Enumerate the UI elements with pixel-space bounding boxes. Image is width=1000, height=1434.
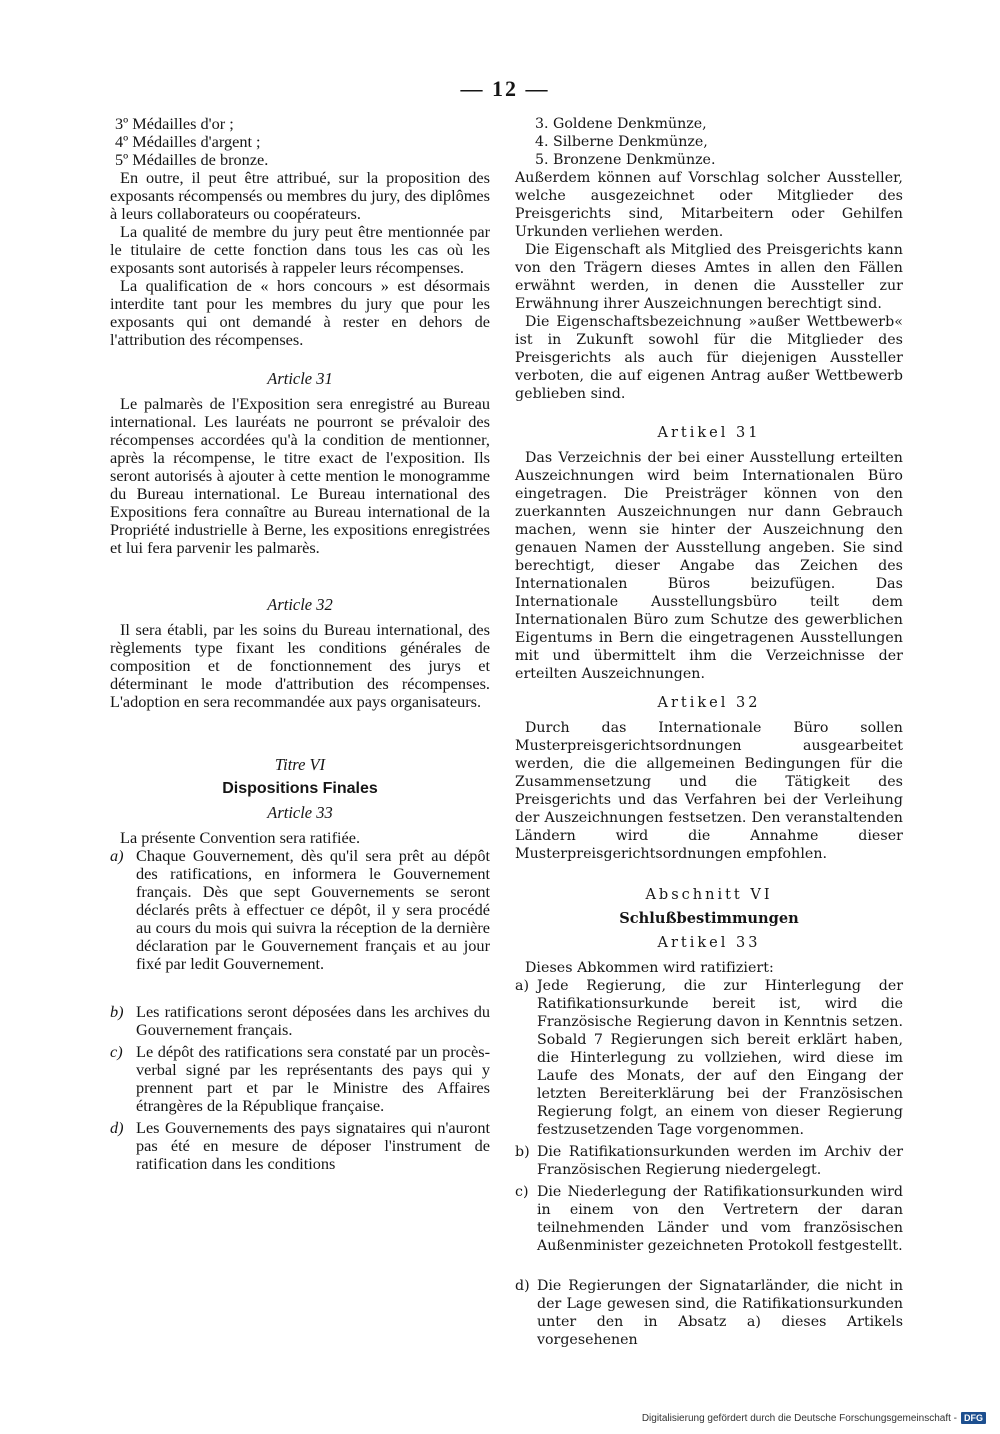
- title-heading: Titre VI: [274, 755, 326, 774]
- item-text: Les Gouvernements des pays signataires qui n'auront pas été en mesure de déposer l'instrument de ratification dans les conditions: [136, 1118, 490, 1173]
- article-32-heading: Artikel 32: [657, 695, 761, 711]
- article-33-intro: Dieses Abkommen wird ratifiziert:: [525, 960, 774, 976]
- list-item: 4. Silberne Denkmünze,: [535, 134, 708, 150]
- item-label: b): [515, 1144, 530, 1160]
- item-label: a): [515, 978, 529, 994]
- list-item: [515, 1277, 903, 1349]
- list-item: [515, 1143, 903, 1179]
- list-item: 5. Bronzene Denkmünze.: [535, 152, 716, 168]
- list-item: [515, 1183, 903, 1255]
- article-32-text: Il sera établi, par les soins du Bureau international, des règlements type fixant les conditions générales de composition et de fonctionnement des jurys et déterminant le mode d'attribution des récompenses. L'adoption en sera recommandée aux pays organisateurs.: [110, 620, 490, 711]
- article-33-heading: Artikel 33: [657, 935, 761, 951]
- item-label: b): [110, 1002, 124, 1021]
- item-text: Die Ratifikationsurkunden werden im Archiv der Französischen Regierung niedergelegt.: [537, 1144, 903, 1178]
- article-31-text: Das Verzeichnis der bei einer Ausstellung erteilten Auszeichnungen wird beim Internationalen Büro eingetragen. Die Preisträger können von den zuerkannten Auszeichnungen nur dann Gebrauch machen, wenn sie hinter der Auszeichnung den genauen Namen der Ausstellung angeben. Sie sind berechtigt, dieser Angabe das Zeichen des Internationalen Büros beizufügen. Das Internationale Ausstellungsbüro teilt dem Internationalen Büro zum Schutze des gewerblichen Eigentums in Bern die eingetragenen Ausstellungen mit und übermittelt ihm die Verzeichnisse der erteilten Auszeichnungen.: [515, 450, 903, 682]
- list-item: [110, 1003, 490, 1039]
- article-31-heading: Artikel 31: [657, 425, 761, 441]
- paragraph: La qualité de membre du jury peut être mentionnée par le titulaire de cette fonction dans tous les cas où les exposants sont autorisés à rappeler leurs récompenses.: [110, 222, 490, 277]
- item-text: Le dépôt des ratifications sera constaté par un procès-verbal signé par les représentants des pays qui y prennent part et par le Ministre des Affaires étrangères de la République française.: [136, 1042, 490, 1115]
- item-label: c): [515, 1184, 529, 1200]
- list-item: 5º Médailles de bronze.: [115, 150, 269, 169]
- page-number: — 12 —: [460, 76, 550, 101]
- paragraph: Die Eigenschaft als Mitglied des Preisgerichts kann von den Trägern dieses Amtes in allen den Fällen erwähnt werden, in denen die Aussteller zur Erwähnung ihrer Auszeichnungen berechtigt sind.: [515, 242, 903, 312]
- item-label: d): [515, 1278, 530, 1294]
- list-item: 3. Goldene Denkmünze,: [535, 116, 707, 132]
- paragraph: En outre, il peut être attribué, sur la proposition des exposants récompensés ou membres du jury, des diplômes à leurs collaborateurs ou coopérateurs.: [110, 168, 490, 223]
- item-label: d): [110, 1118, 124, 1137]
- title-heading: Abschnitt VI: [645, 887, 773, 903]
- list-item: [515, 977, 903, 1139]
- item-text: Die Niederlegung der Ratifikationsurkunden wird in einem von den Vertretern der daran teilnehmenden Länder und vom französischen Außenminister gezeichneten Protokoll festgestellt.: [537, 1184, 903, 1254]
- item-text: Chaque Gouvernement, dès qu'il sera prêt au dépôt des ratifications, en informera le Gouvernement français. Dès que sept Gouvernements se seront déclarés prêts à effectuer ce dépôt, il y sera procédé au cours du mois qui suivra la réception de la dernière déclaration par le Gouvernement français et au jour fixé par ledit Gouvernement.: [136, 846, 490, 973]
- paragraph: Die Eigenschaftsbezeichnung »außer Wettbewerb« ist in Zukunft sowohl für die Mitglieder des Preisgerichts als auch für diejenigen Aussteller verboten, die auf eigenen Antrag außer Wettbewerb geblieben sind.: [515, 314, 903, 402]
- item-text: Jede Regierung, die zur Hinterlegung der Ratifikationsurkunde bereit ist, wird die Französische Regierung davon in Kenntnis setzen. Sobald 7 Regierungen sich bereit erklärt haben, die Hinterlegung zu vollziehen, wird diese im Laufe des Monats, der auf den Eingang der letzten Bereiterklärung bei der Französischen Regierung folgt, an einem von dieser Regierung festzusetzenden Tage vorgenommen.: [537, 978, 903, 1138]
- article-33-intro: La présente Convention sera ratifiée.: [120, 828, 361, 847]
- item-label: a): [110, 846, 124, 865]
- item-label: c): [110, 1042, 123, 1061]
- title-subheading: Schlußbestimmungen: [619, 910, 799, 927]
- list-item: 4º Médailles d'argent ;: [115, 132, 261, 151]
- footer: [642, 1412, 986, 1424]
- article-33-heading: Article 33: [267, 803, 333, 822]
- item-text: Die Regierungen der Signatarländer, die nicht in der Lage gewesen sind, die Ratifikationsurkunden unter den in Absatz a) dieses Artikels vorgesehenen: [537, 1278, 903, 1348]
- article-31-text: Le palmarès de l'Exposition sera enregistré au Bureau international. Les lauréats ne pourront se prévaloir des récompenses accordées qu'à la condition de mentionner, après la récompense, le titre exact de l'exposition. Ils seront autorisés à ajouter à cette mention le monogramme du Bureau international. Le Bureau international des Expositions fera connaître au Bureau international de la Propriété industrielle à Berne, les expositions enregistrées et lui fera parvenir les palmarès.: [110, 394, 490, 557]
- footer-text: Digitalisierung gefördert durch die Deutsche Forschungsgemeinschaft -: [641, 1412, 957, 1424]
- title-subheading: Dispositions Finales: [222, 780, 378, 797]
- article-32-heading: Article 32: [267, 595, 333, 614]
- paragraph: Außerdem können auf Vorschlag solcher Aussteller, welche ausgezeichnet oder Mitglieder des Preisgerichts sind, Mitarbeitern oder Gehilfen Urkunden verliehen werden.: [515, 170, 903, 240]
- item-text: Les ratifications seront déposées dans les archives du Gouvernement français.: [136, 1002, 490, 1039]
- french-column: [110, 115, 490, 1173]
- list-item: [110, 1043, 490, 1115]
- list-item: 3º Médailles d'or ;: [115, 114, 234, 133]
- paragraph: La qualification de « hors concours » est désormais interdite tant pour les membres du jury que pour les exposants qui ont demandé à rester en dehors de l'attribution des récompenses.: [110, 276, 490, 349]
- dfg-logo: DFG: [961, 1412, 986, 1424]
- list-item: [110, 847, 490, 973]
- article-32-text: Durch das Internationale Büro sollen Musterpreisgerichtsordnungen ausgearbeitet werden, die die allgemeinen Bedingungen für die Zusammensetzung und die Tätigkeit des Preisgerichts und das Verfahren bei der Verleihung der Auszeichnungen festsetzen. Den veranstaltenden Ländern wird die Annahme dieser Musterpreisgerichtsordnungen empfohlen.: [515, 720, 903, 862]
- article-31-heading: Article 31: [267, 369, 333, 388]
- list-item: [110, 1119, 490, 1173]
- german-column: [515, 115, 903, 1349]
